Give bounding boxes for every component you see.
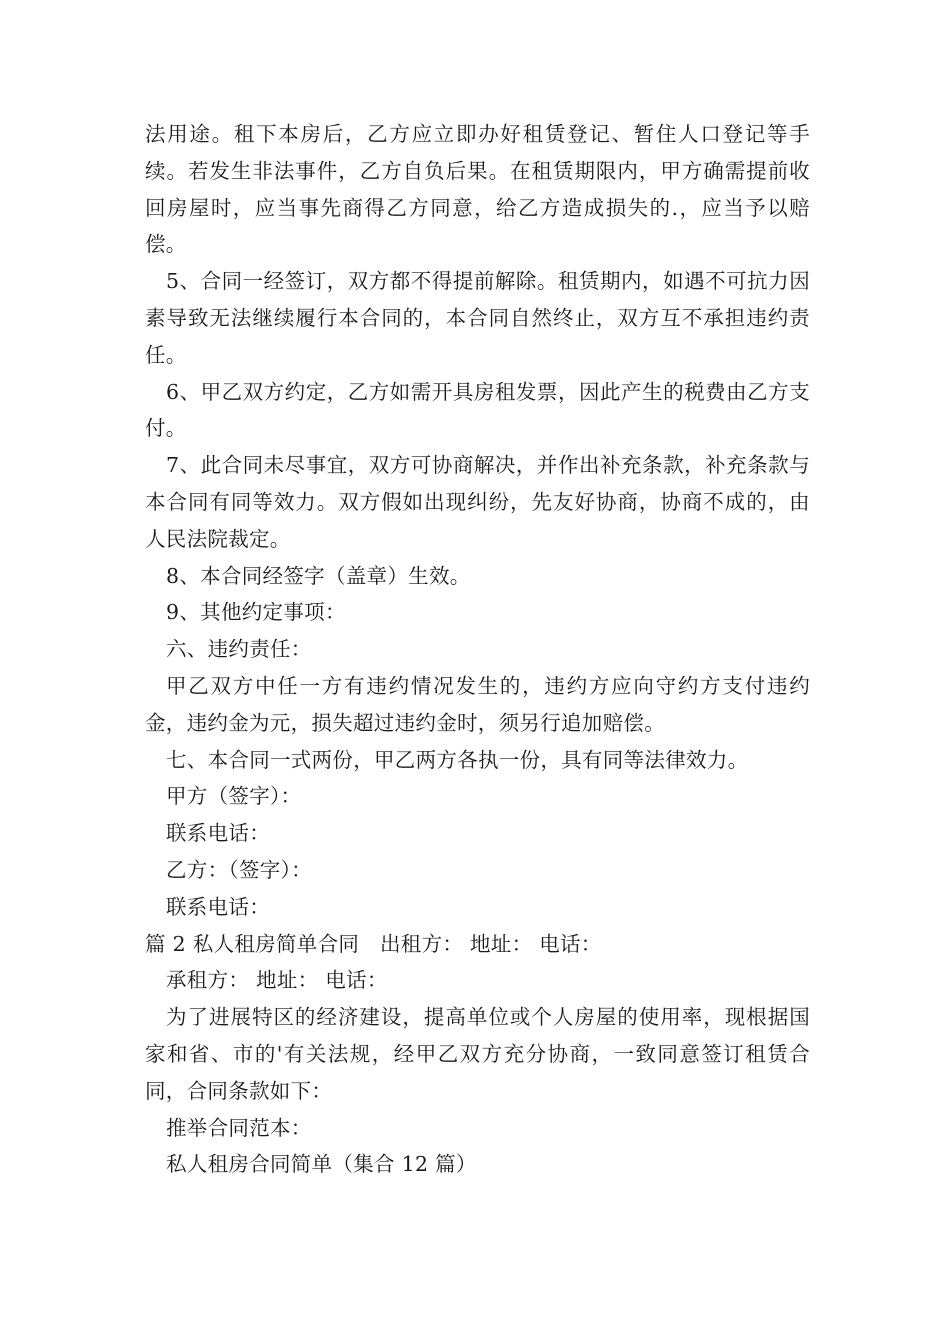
paragraph-clause-7: 7、此合同未尽事宜，双方可协商解决，并作出补充条款，补充条款与本合同有同等效力。双方假如出现纠纷，先友好协商，协商不成的，由人民法院裁定。	[145, 453, 810, 551]
paragraph-clause-8: 8、本合同经签字（盖章）生效。	[166, 563, 471, 588]
paragraph-preamble: 为了进展特区的经济建设，提高单位或个人房屋的使用率，现根据国家和省、市的'有关法规，经甲乙双方充分协商，一致同意签订租赁合同，合同条款如下：	[145, 1005, 810, 1103]
paragraph-clause-5: 5、合同一经签订，双方都不得提前解除。租赁期内，如遇不可抗力因素导致无法继续履行本合同的，本合同自然终止，双方互不承担违约责任。	[145, 269, 810, 367]
paragraph-use-and-compensation: 法用途。租下本房后，乙方应立即办好租赁登记、暂住人口登记等手续。若发生非法事件，乙方自负后果。在租赁期限内，甲方确需提前收回房屋时，应当事先商得乙方同意，给乙方造成损失的.，应当予以赔偿。	[145, 122, 810, 257]
collection-title: 私人租房合同简单（集合 12 篇）	[166, 1152, 477, 1177]
article-2-heading: 篇 2 私人租房简单合同 出租方： 地址： 电话：	[145, 931, 602, 956]
section-heading-copies: 七、本合同一式两份，甲乙两方各执一份，具有同等法律效力。	[166, 747, 749, 772]
document-body	[145, 116, 810, 1183]
phone-line-party-b: 联系电话：	[166, 894, 270, 919]
signature-line-party-b: 乙方：（签字）：	[166, 857, 312, 882]
recommended-template-label: 推举合同范本：	[166, 1115, 312, 1140]
section-heading-breach: 六、违约责任：	[166, 637, 312, 662]
tenant-info-line: 承租方： 地址： 电话：	[166, 968, 388, 993]
paragraph-clause-9: 9、其他约定事项：	[166, 600, 346, 625]
paragraph-breach-terms: 甲乙双方中任一方有违约情况发生的，违约方应向守约方支付违约金，违约金为元，损失超过违约金时，须另行追加赔偿。	[145, 673, 810, 735]
paragraph-clause-6: 6、甲乙双方约定，乙方如需开具房租发票，因此产生的税费由乙方支付。	[145, 379, 810, 441]
signature-line-party-a: 甲方（签字）：	[166, 784, 302, 809]
phone-line-party-a: 联系电话：	[166, 821, 270, 846]
